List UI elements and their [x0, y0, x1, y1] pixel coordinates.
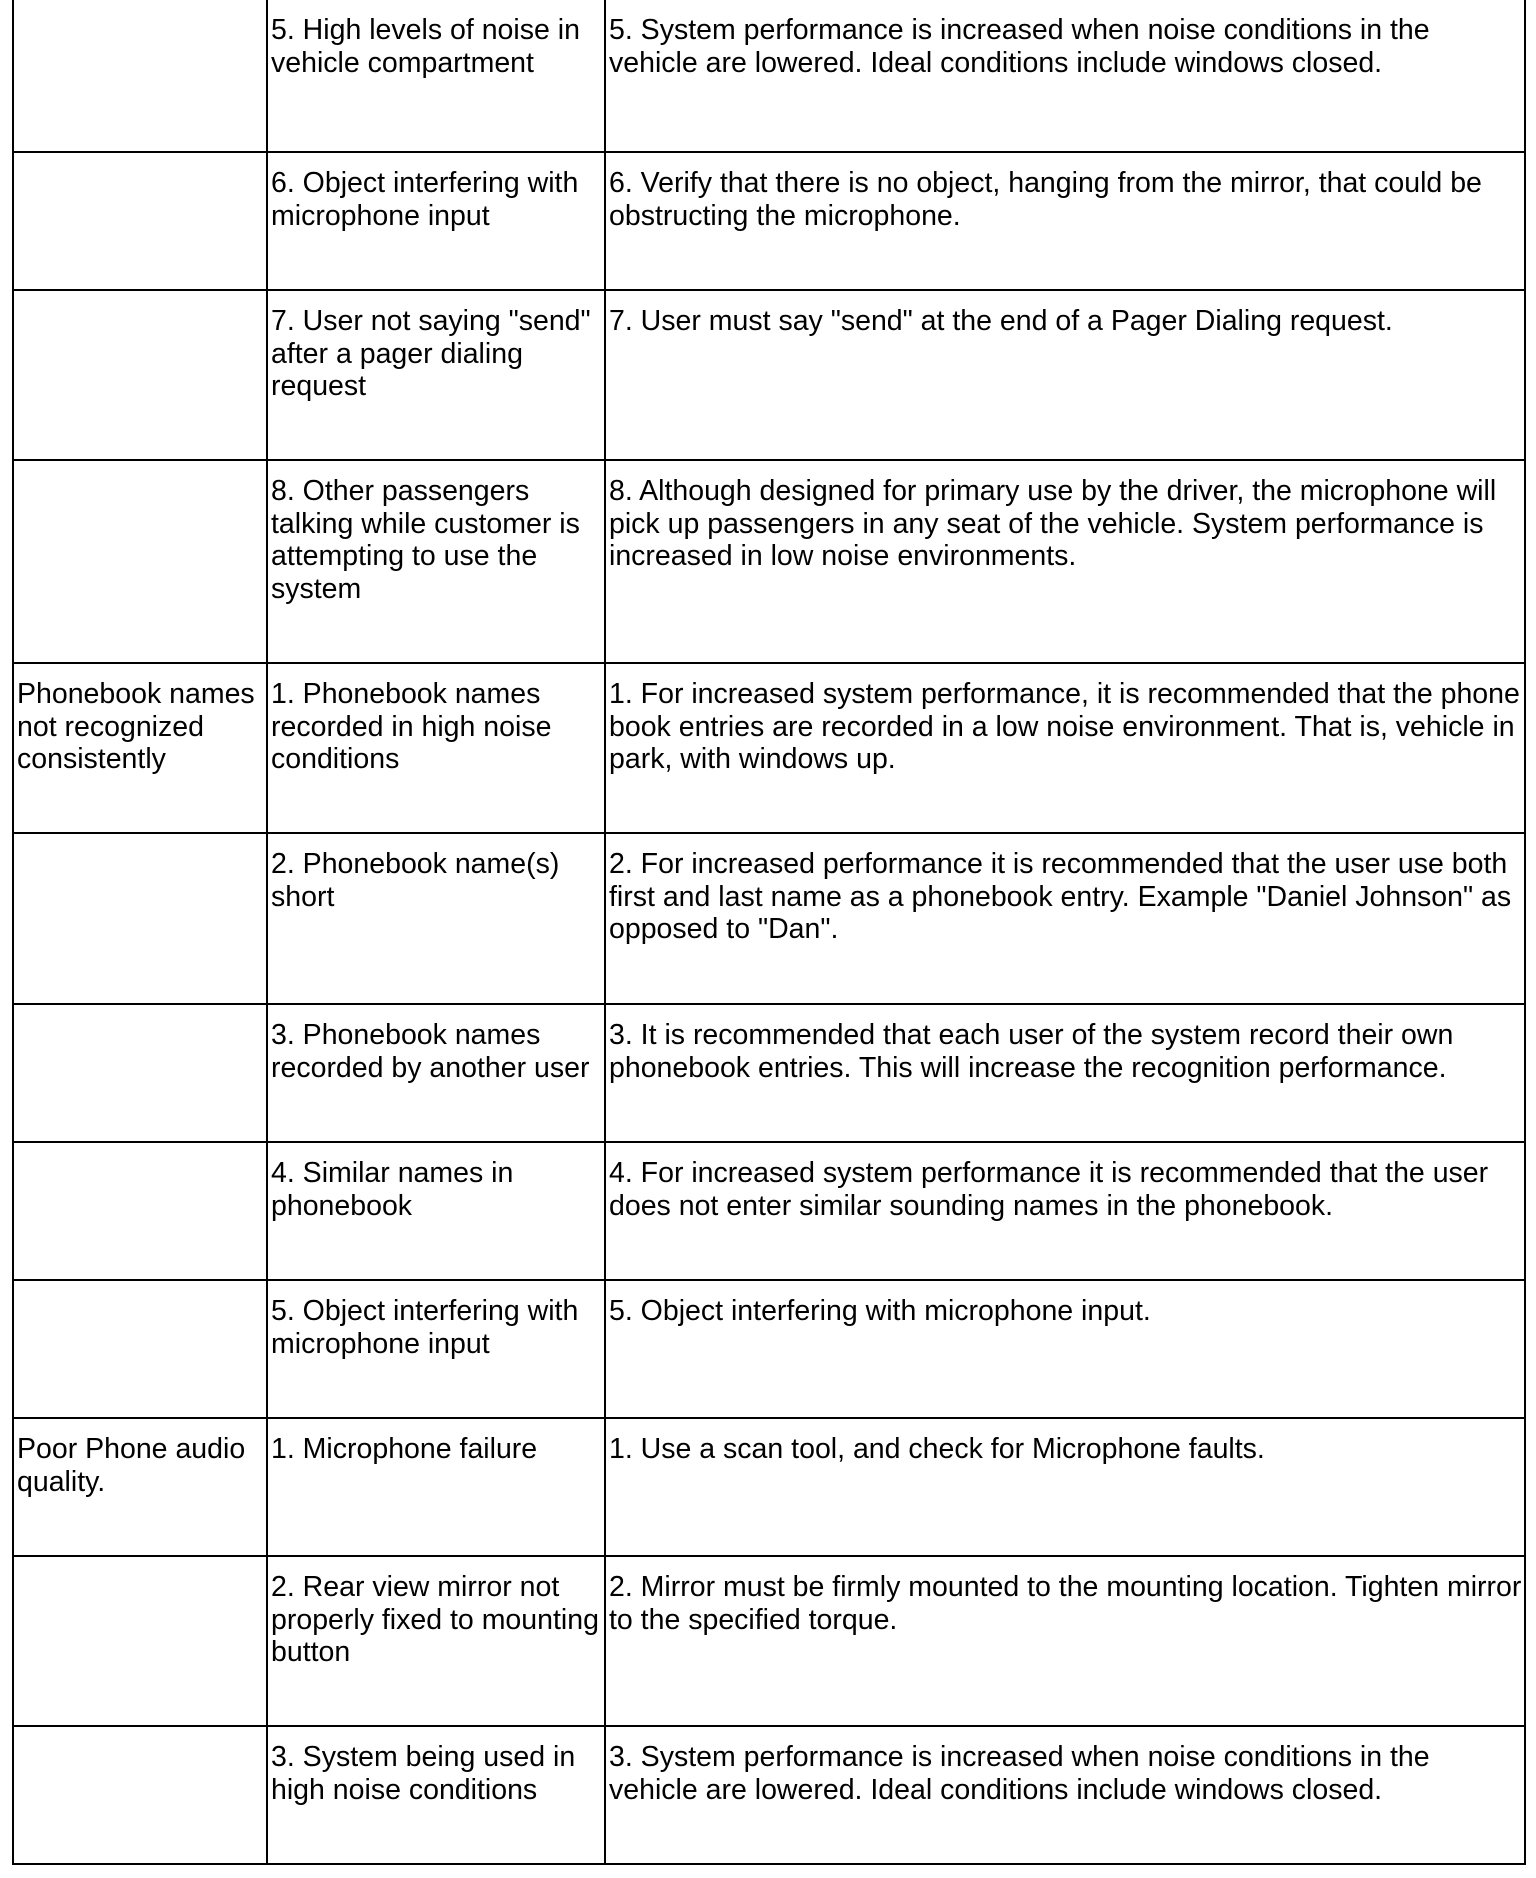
- cause-cell: 1. Microphone failure: [267, 1418, 605, 1556]
- condition-cell: [13, 290, 267, 460]
- condition-cell: Poor Phone audio quality.: [13, 1418, 267, 1556]
- cause-cell: 2. Rear view mirror not properly fixed to mounting button: [267, 1556, 605, 1726]
- correction-cell: 2. Mirror must be firmly mounted to the mounting location. Tighten mirror to the specified torque.: [605, 1556, 1525, 1726]
- condition-cell: [13, 1556, 267, 1726]
- table-row: [13, 1418, 1525, 1556]
- condition-cell: [13, 152, 267, 290]
- correction-cell: 2. For increased performance it is recommended that the user use both first and last name as a phonebook entry. Example "Daniel Johnson" as opposed to "Dan".: [605, 833, 1525, 1004]
- cause-cell: 1. Phonebook names recorded in high noise conditions: [267, 663, 605, 833]
- table-row: [13, 1004, 1525, 1142]
- condition-cell: [13, 1726, 267, 1864]
- table-row: [13, 460, 1525, 663]
- cause-cell: 5. Object interfering with microphone input: [267, 1280, 605, 1418]
- correction-cell: 1. For increased system performance, it is recommended that the phone book entries are recorded in a low noise environment. That is, vehicle in park, with windows up.: [605, 663, 1525, 833]
- cause-cell: 6. Object interfering with microphone input: [267, 152, 605, 290]
- table-row: [13, 663, 1525, 833]
- cause-cell: 8. Other passengers talking while customer is attempting to use the system: [267, 460, 605, 663]
- condition-cell: [13, 1142, 267, 1280]
- cause-cell: 4. Similar names in phonebook: [267, 1142, 605, 1280]
- table-row: [13, 1726, 1525, 1864]
- diagnostic-table: [12, 0, 1526, 1865]
- condition-cell: Phonebook names not recognized consistently: [13, 663, 267, 833]
- cause-cell: 5. High levels of noise in vehicle compartment: [267, 0, 605, 152]
- correction-cell: 1. Use a scan tool, and check for Microphone faults.: [605, 1418, 1525, 1556]
- diagnostic-table-body: [13, 0, 1525, 1864]
- condition-cell: [13, 460, 267, 663]
- correction-cell: 3. It is recommended that each user of the system record their own phonebook entries. This will increase the recognition performance.: [605, 1004, 1525, 1142]
- table-row: [13, 290, 1525, 460]
- correction-cell: 6. Verify that there is no object, hanging from the mirror, that could be obstructing the microphone.: [605, 152, 1525, 290]
- condition-cell: [13, 1280, 267, 1418]
- correction-cell: 5. Object interfering with microphone input.: [605, 1280, 1525, 1418]
- table-row: [13, 152, 1525, 290]
- table-row: [13, 1142, 1525, 1280]
- table-row: [13, 0, 1525, 152]
- condition-cell: [13, 833, 267, 1004]
- table-row: [13, 833, 1525, 1004]
- cause-cell: 3. Phonebook names recorded by another user: [267, 1004, 605, 1142]
- correction-cell: 5. System performance is increased when noise conditions in the vehicle are lowered. Ideal conditions include windows closed.: [605, 0, 1525, 152]
- cause-cell: 3. System being used in high noise conditions: [267, 1726, 605, 1864]
- table-row: [13, 1280, 1525, 1418]
- correction-cell: 8. Although designed for primary use by the driver, the microphone will pick up passengers in any seat of the vehicle. System performance is increased in low noise environments.: [605, 460, 1525, 663]
- cause-cell: 2. Phonebook name(s) short: [267, 833, 605, 1004]
- correction-cell: 7. User must say "send" at the end of a Pager Dialing request.: [605, 290, 1525, 460]
- condition-cell: [13, 0, 267, 152]
- correction-cell: 3. System performance is increased when noise conditions in the vehicle are lowered. Ideal conditions include windows closed.: [605, 1726, 1525, 1864]
- cause-cell: 7. User not saying "send" after a pager dialing request: [267, 290, 605, 460]
- correction-cell: 4. For increased system performance it is recommended that the user does not enter similar sounding names in the phonebook.: [605, 1142, 1525, 1280]
- table-row: [13, 1556, 1525, 1726]
- condition-cell: [13, 1004, 267, 1142]
